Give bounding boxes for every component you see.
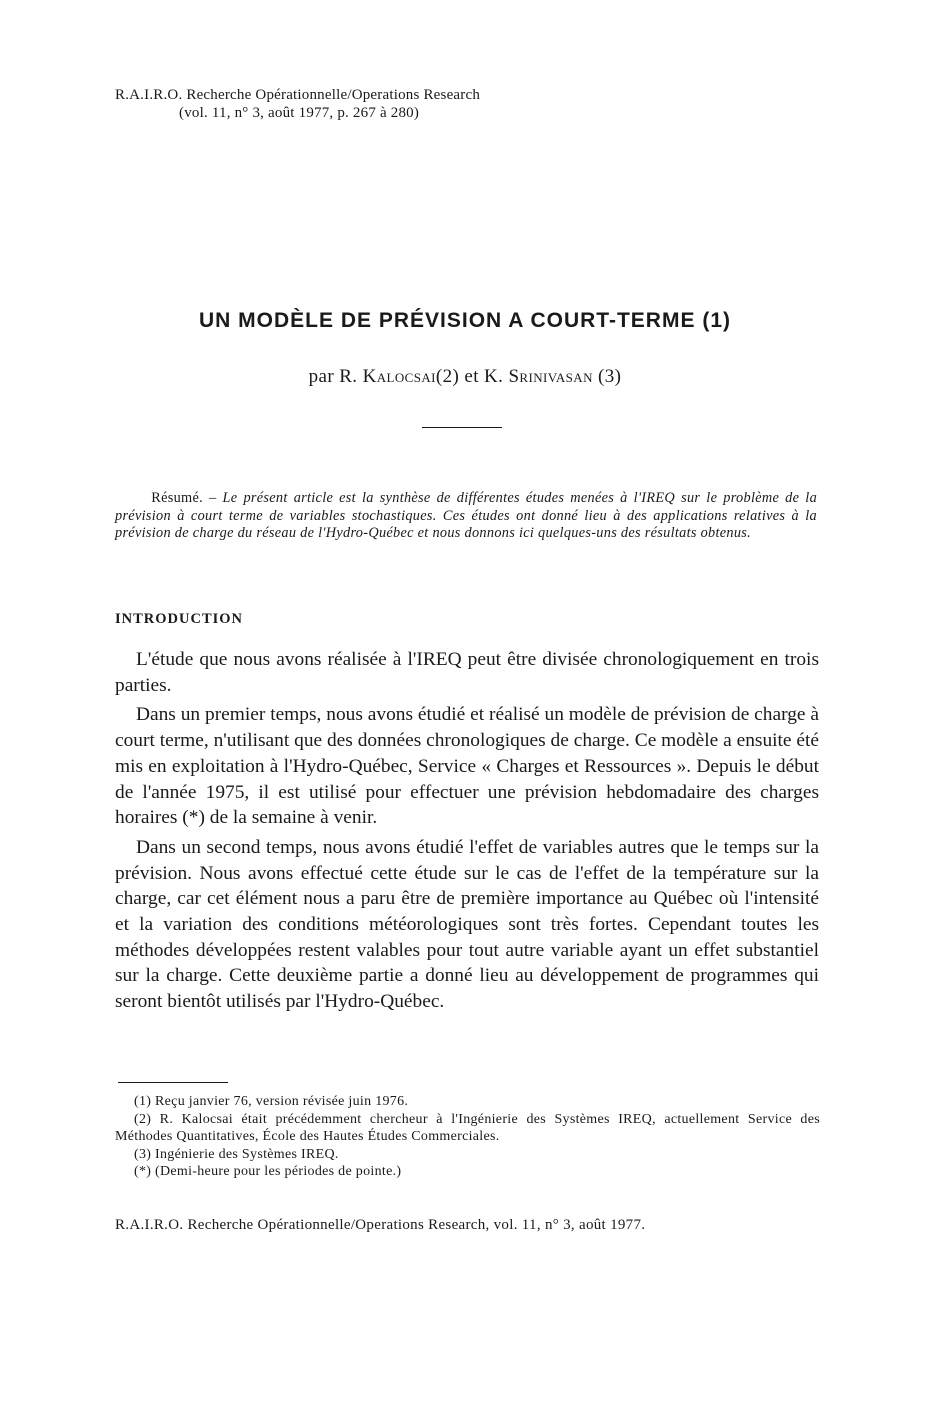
journal-name: R.A.I.R.O. Recherche Opérationnelle/Operations Research — [115, 87, 481, 103]
author-by: par R. — [308, 366, 358, 387]
abstract-text: Le présent article est la synthèse de différentes études menées à l'IREQ sur le problème de la prévision à court terme de variables stochastiques. Ces études ont donné lieu à des applications relatives à la prévision de charge du réseau de l'Hydro-Québec et nous donnons ici quelques-uns des résultats obtenus. — [115, 490, 818, 541]
article-title-text: UN MODÈLE DE PRÉVISION A COURT-TERME — [199, 309, 696, 332]
author-1: Kalocsai — [362, 366, 436, 387]
footnote: (3) Ingénierie des Systèmes IREQ. — [134, 1146, 339, 1162]
author-line — [0, 366, 930, 388]
title-separator — [422, 427, 502, 428]
paragraph: Dans un second temps, nous avons étudié l'effet de variables autres que le temps sur la prévision. Nous avons effectué cette étude sur le cas de l'effet de la température sur la charge, car cet élément nous a paru être de première importance au Québec où l'intensité et la variation des conditions météorologiques sont très fortes. Cependant toutes les méthodes développées restent valables pour tout autre variable ayant un effet substantiel sur la charge. Cette deuxième partie a donné lieu au développement de programmes qui seront bientôt utilisés par l'Hydro-Québec. — [115, 836, 819, 1013]
author-1-footnote-ref: (2) — [435, 366, 460, 387]
article-title — [0, 309, 930, 333]
abstract-label: Résumé. – — [151, 490, 217, 506]
author-and: et K. — [464, 366, 504, 387]
page-footer: R.A.I.R.O. Recherche Opérationnelle/Operations Research, vol. 11, n° 3, août 1977. — [115, 1217, 646, 1233]
author-2: Srinivasan — [508, 366, 593, 387]
footnote: (1) Reçu janvier 76, version révisée juin 1976. — [134, 1094, 409, 1109]
footnote-separator — [118, 1082, 228, 1083]
abstract — [115, 490, 817, 543]
title-footnote-ref: (1) — [702, 309, 731, 332]
footnotes — [115, 1093, 820, 1181]
author-2-footnote-ref: (3) — [598, 366, 622, 387]
section-heading-introduction: INTRODUCTION — [115, 611, 244, 627]
paragraph: L'étude que nous avons réalisée à l'IREQ peut être divisée chronologiquement en trois parties. — [115, 649, 819, 696]
paragraph: Dans un premier temps, nous avons étudié et réalisé un modèle de prévision de charge à court terme, n'utilisant que des données chronologiques de charge. Ce modèle a ensuite été mis en exploitation à l'Hydro-Québec, Service « Charges et Ressources ». Depuis le début de l'année 1975, il est utilisé pour effectuer une prévision hebdomadaire des charges horaires (*) de la semaine à venir. — [115, 704, 819, 829]
footnote: (2) R. Kalocsai était précédemment chercheur à l'Ingénierie des Systèmes IREQ, actuellement Service des Méthodes Quantitatives, École des Hautes Études Commerciales. — [115, 1111, 820, 1145]
introduction-body — [115, 647, 819, 1019]
journal-issue: (vol. 11, n° 3, août 1977, p. 267 à 280) — [179, 105, 420, 121]
journal-header — [115, 86, 480, 122]
footnote: (*) (Demi-heure pour les périodes de pointe.) — [134, 1164, 402, 1180]
